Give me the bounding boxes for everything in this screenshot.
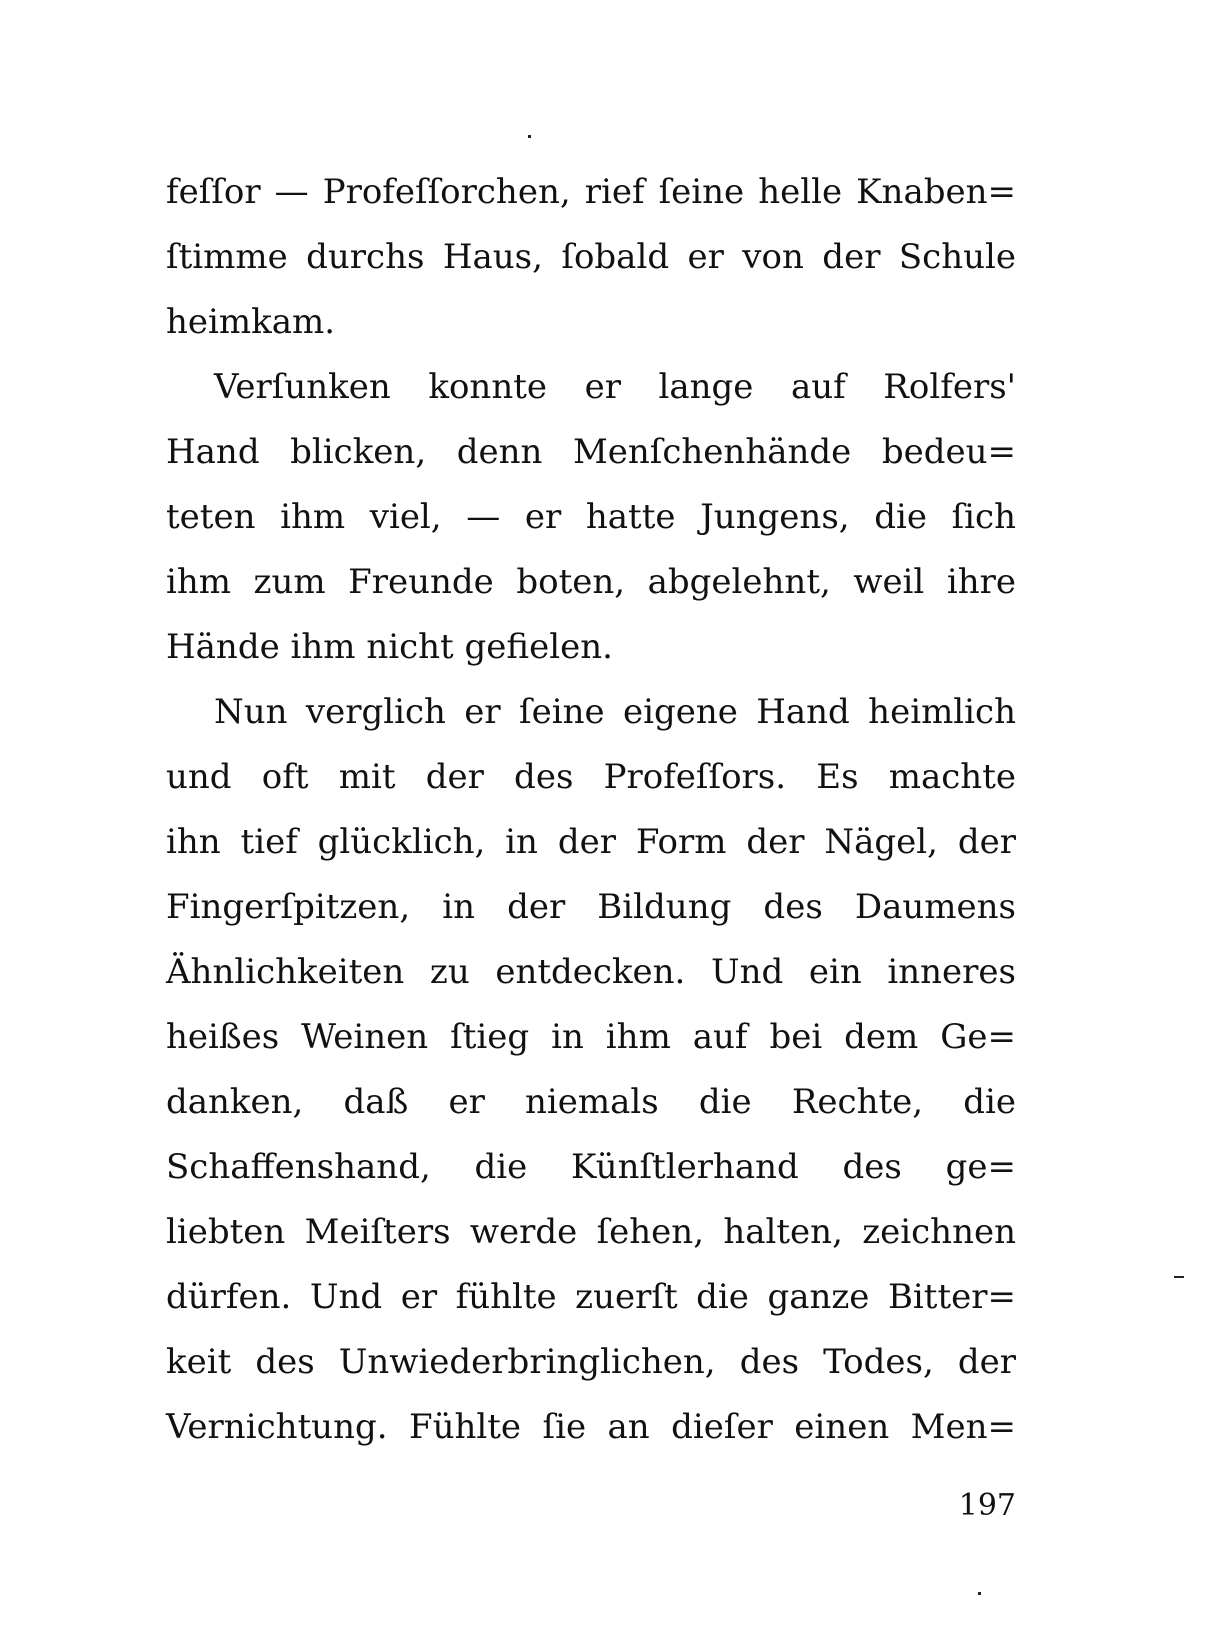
text-line: Hände ihm nicht gefielen. bbox=[166, 627, 613, 667]
text-line: Vernichtung. Fühlte ſie an dieſer einen Men= bbox=[166, 1407, 1016, 1447]
text-line: danken, daß er niemals die Rechte, die bbox=[166, 1082, 1016, 1122]
text-line: Schaffenshand, die Künſtlerhand des ge= bbox=[166, 1147, 1016, 1187]
text-line: feſſor — Profeſſorchen, rief ſeine helle Knaben= bbox=[166, 172, 1016, 212]
text-line: liebten Meiſters werde ſehen, halten, zeichnen bbox=[166, 1212, 1016, 1252]
text-line: Ähnlichkeiten zu entdecken. Und ein inneres bbox=[166, 952, 1016, 992]
text-line: ihm zum Freunde boten, abgelehnt, weil ihre bbox=[166, 562, 1016, 602]
text-line: und oft mit der des Profeſſors. Es machte bbox=[166, 757, 1016, 797]
paragraph-start-line: Verſunken konnte er lange auf Rolfers' bbox=[214, 367, 1016, 407]
text-line: dürfen. Und er fühlte zuerſt die ganze Bitter= bbox=[166, 1277, 1016, 1317]
body-text bbox=[166, 160, 1016, 1460]
text-line: Fingerſpitzen, in der Bildung des Daumens bbox=[166, 887, 1016, 927]
page-number: 197 bbox=[958, 1488, 1016, 1523]
text-line: keit des Unwiederbringlichen, des Todes, der bbox=[166, 1342, 1016, 1382]
scan-speck bbox=[528, 135, 531, 138]
scan-speck bbox=[978, 1592, 981, 1595]
scan-speck bbox=[1174, 1276, 1184, 1278]
text-line: ihn tief glücklich, in der Form der Nägel, der bbox=[166, 822, 1016, 862]
text-line: teten ihm viel, — er hatte Jungens, die ſich bbox=[166, 497, 1016, 537]
text-line: heißes Weinen ſtieg in ihm auf bei dem Ge= bbox=[166, 1017, 1016, 1057]
text-line: Hand blicken, denn Menſchenhände bedeu= bbox=[166, 432, 1016, 472]
text-line: heimkam. bbox=[166, 302, 336, 342]
paragraph-start-line: Nun verglich er ſeine eigene Hand heimlich bbox=[214, 692, 1016, 732]
text-line: ſtimme durchs Haus, ſobald er von der Schule bbox=[166, 237, 1016, 277]
